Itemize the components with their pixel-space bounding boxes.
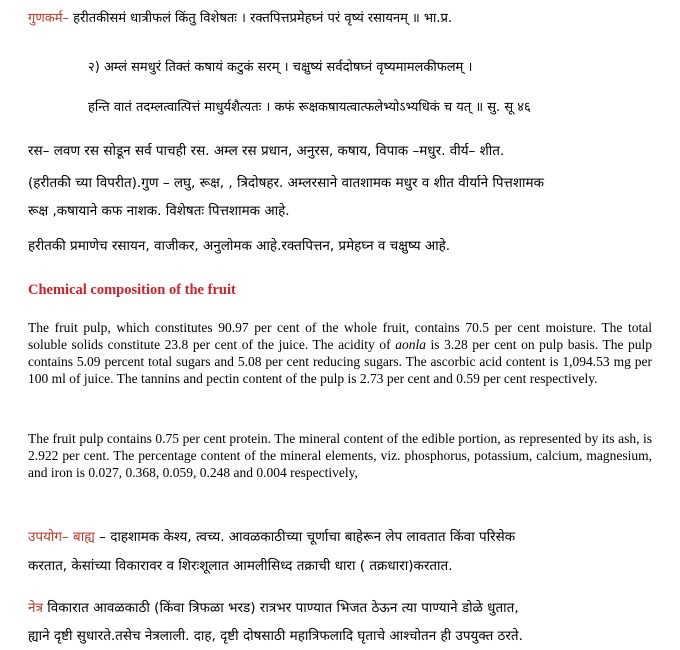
verse-line-1 (28, 8, 452, 26)
upayoga-line-2: करतात, केसांच्या विकारावर व शिरःशूलात आमलीसिध्द तक्राची धारा ( तक्रधारा)करतात. (28, 558, 453, 574)
upayoga-label: उपयोग– बाह्य (28, 529, 95, 545)
chemical-heading: Chemical composition of the fruit (28, 282, 236, 298)
upayoga-line-1-text: – दाहशामक केश्य, त्वच्य. आवळकाठीच्या चूर्णाचा बाहेरून लेप लावतात किंवा परिसेक (94, 529, 516, 545)
netra-label: नेत्र (28, 600, 43, 616)
para1-italic: aonla (395, 337, 426, 352)
para1-text-a: The fruit pulp, which constitutes 90.97 per cent of the whole fruit, contains 70.5 per cent moisture. The total soluble solids constitute 23.8 per cent of the juice. The acidity of (28, 320, 652, 352)
rasa-line-3: रूक्ष ,कषायाने कफ नाशक. विशेषतः पित्तशामक आहे. (28, 203, 290, 219)
netra-line-1 (28, 598, 519, 616)
chemical-paragraph-1 (28, 319, 652, 387)
verse-line-1-text: हरीतकीसमं धात्रीफलं किंतु विशेषतः । रक्तपित्तप्रमेहघ्नं परं वृष्यं रसायनम् ॥ भा.प्र. (68, 11, 453, 26)
haritaki-line: हरीतकी प्रमाणेच रसायन, वाजीकर, अनुलोमक आहे.रक्तपित्तन, प्रमेहघ्न व चक्षुष्य आहे. (28, 238, 451, 254)
gunakarma-label: गुणकर्म– (28, 11, 69, 26)
netra-line-2: ह्याने दृष्टी सुधारते.तसेच नेत्रलाली. दाह, दृष्टी दोषसाठी महात्रिफलादि घृताचे आश्चोतन ही उपयुक्त ठरते. (28, 628, 523, 644)
rasa-line-2: (हरीतकी च्या विपरीत).गुण – लघु, रूक्ष, , त्रिदोषहर. अम्लरसाने वातशामक मधुर व शीत वीर्याने पित्तशामक (28, 175, 544, 191)
verse-line-3: हन्ति वातं तदम्लत्वात्पित्तं माधुर्यशैत्यतः । कफं रूक्षकषायत्वात्फलेभ्योऽभ्यधिकं च यत् ॥ सु. सू ४६ (88, 100, 531, 115)
upayoga-line-1 (28, 527, 515, 545)
chemical-paragraph-2: The fruit pulp contains 0.75 per cent protein. The mineral content of the edible portion, as represented by its ash, is 2.922 per cent. The percentage content of the mineral elements, viz. phosphorus, potassium, calcium, magnesium, and iron is 0.027, 0.368, 0.059, 0.248 and 0.004 respectively, (28, 431, 652, 480)
verse-line-2: २) अम्लं समधुरं तिक्तं कषायं कटुकं सरम् । चक्षुष्यं सर्वदोषघ्नं वृष्यमामलकीफलम् । (88, 60, 473, 75)
para1-text-b: is 3.28 per cent on pulp basis. The pulp contains 5.09 percent total sugars and 5.08 per cent reducing sugars. The ascorbic acid content is 1,094.53 mg per 100 ml of juice. The tannins and pectin content of the pulp is 2.73 per cent and 0.59 per cent respectively. (28, 337, 652, 386)
rasa-line-1: रस– लवण रस सोडून सर्व पाचही रस. अम्ल रस प्रधान, अनुरस, कषाय, विपाक –मधुर. वीर्य– शीत. (28, 143, 505, 159)
netra-line-1-text: विकारात आवळकाठी (किंवा त्रिफळा भरड) रात्रभर पाण्यात भिजत ठेऊन त्या पाण्याने डोळे धुतात, (42, 600, 519, 616)
